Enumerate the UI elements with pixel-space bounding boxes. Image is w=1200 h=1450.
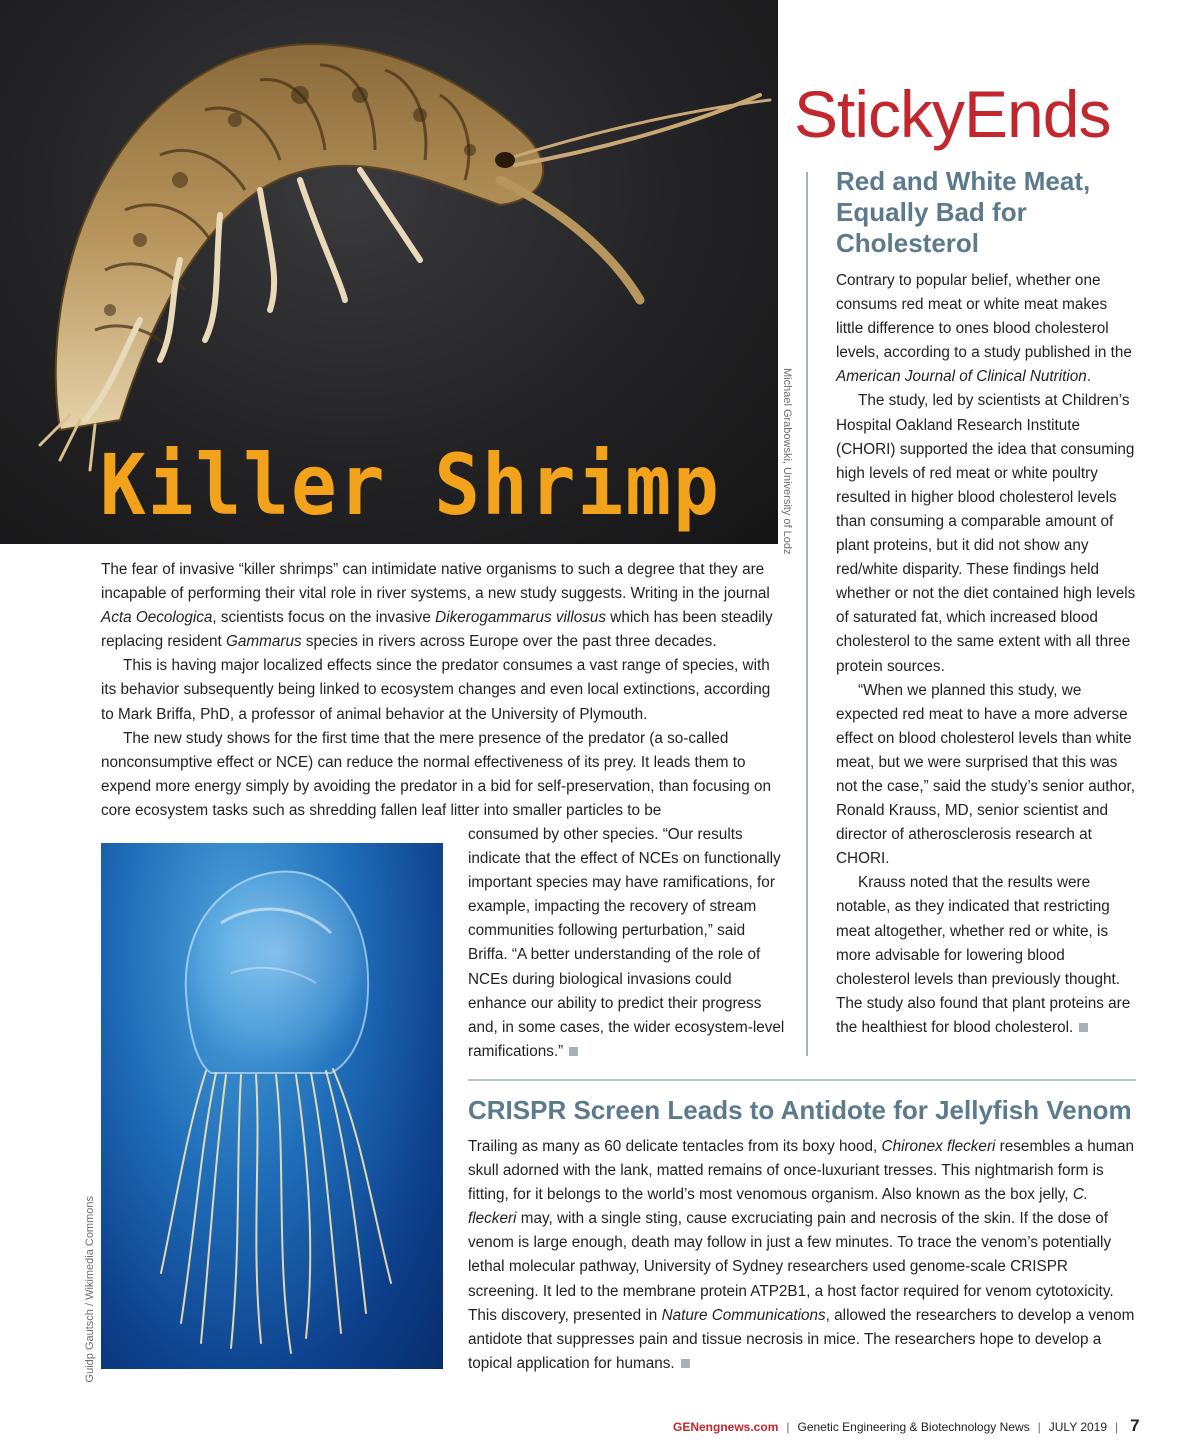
crispr-article-body (468, 1135, 1136, 1376)
end-mark-icon (1079, 1023, 1088, 1032)
meat-paragraph-4 (836, 871, 1136, 1040)
page-footer (673, 1416, 1140, 1434)
text-run: may, with a single sting, cause excruciating pain and necrosis of the skin. If the dose of venom is large enough, death may follow in just a few minutes. To trace the venom’s potentially lethal molecular pathway, University of Sydney researchers used genome-scale CRISPR screening. It led to the membrane protein ATP2B1, a host factor required for venom cytotoxicity. This discovery, presented in (468, 1210, 1114, 1324)
text-run: consumed by other species. “Our results indicate that the effect of NCEs on functionally important species may have ramifications, for example, impacting the recovery of stream communities following perturbation,” said Briffa. “A better understanding of the role of NCEs during biological invasions could enhance our ability to predict their progress and, in some cases, the wider ecosystem-level ramifications.” (468, 826, 785, 1060)
species-name: Dikerogammarus villosus (435, 609, 607, 627)
crispr-headline: CRISPR Screen Leads to Antidote for Jellyfish Venom (468, 1095, 1132, 1125)
footer-site-link[interactable]: GENengnews.com (673, 1420, 779, 1434)
journal-name: Acta Oecologica (101, 609, 213, 627)
species-name: Chironex fleckeri (881, 1138, 996, 1155)
footer-separator: | (786, 1420, 790, 1434)
meat-article-body (836, 269, 1136, 1040)
jellyfish-photo-credit: Guidp Gautsch / Wikimedia Commons (84, 1196, 96, 1383)
journal-name: American Journal of Clinical Nutrition (836, 368, 1087, 386)
meat-paragraph-1 (836, 269, 1136, 389)
text-run: Trailing as many as 60 delicate tentacles from its boxy hood, (468, 1138, 882, 1155)
killer-shrimp-title: Killer Shrimp (100, 436, 721, 534)
text-run: species in rivers across Europe over the past three decades. (301, 633, 717, 651)
shrimp-paragraph-3: The new study shows for the first time that the mere presence of the predator (a so-called nonconsumptive effect or NCE) can reduce the normal effectiveness of its prey. It leads them to expend more energy simply by avoiding the predator in a bid for self-preservation, than focusing on core ecosystem tasks such as shredding fallen leaf litter into smaller particles to be (101, 729, 772, 819)
shrimp-paragraph-3-continued (468, 823, 788, 1064)
section-title: StickyEnds (794, 77, 1111, 151)
footer-separator: | (1115, 1420, 1119, 1434)
column-divider (806, 172, 808, 1056)
meat-paragraph-2: The study, led by scientists at Children’s Hospital Oakland Research Institute (CHORI) supported the idea that consuming high levels of red meat or white poultry resulted in higher blood cholesterol levels than consuming a comparable amount of plant proteins, but it did not show any red/white disparity. These findings held whether or not the diet contained high levels of saturated fat, which increased blood cholesterol to the same extent with all three protein sources. (836, 392, 1136, 675)
shrimp-paragraph-1 (101, 558, 777, 654)
end-mark-icon (569, 1047, 578, 1056)
text-run: which has been steadily replacing resident (101, 609, 773, 651)
text-run: The fear of invasive “killer shrimps” can intimidate native organisms to such a degree that they are incapable of performing their vital role in river systems, a new study suggests. Writing in the journal (101, 561, 770, 603)
meat-paragraph-3: “When we planned this study, we expected red meat to have a more adverse effect on blood cholesterol levels than white meat, but we were surprised that this was not the case,” said the study’s senior author, Ronald Krauss, MD, senior scientist and director of atherosclerosis research at CHORI. (836, 681, 1136, 868)
shrimp-photo-credit: Michael Grabowski, University of Lodz (781, 368, 793, 555)
shrimp-article-body (101, 558, 777, 823)
text-run: , allowed the researchers to develop a venom antidote that suppresses pain and tissue necrosis in mice. The researchers hope to develop a topical application for humans. (468, 1306, 1135, 1372)
genus-name: Gammarus (226, 633, 302, 651)
text-run: . (1086, 368, 1092, 386)
text-run: resembles a human skull adorned with the lank, matted remains of once-luxuriant tresses. This nightmarish form is fitting, for it belongs to the world’s most venomous organism. Also known as the box jelly, (468, 1138, 1135, 1204)
section-divider (468, 1079, 1136, 1081)
footer-issue: JULY 2019 (1048, 1420, 1108, 1434)
footer-separator: | (1037, 1420, 1041, 1434)
meat-headline: Red and White Meat, Equally Bad for Cholesterol (836, 166, 1091, 258)
text-run: Contrary to popular belief, whether one consums red meat or white meat makes little difference to ones blood cholesterol levels, according to a study published in the (836, 272, 1132, 362)
text-run: , scientists focus on the invasive (212, 609, 436, 627)
footer-publication: Genetic Engineering & Biotechnology News (797, 1420, 1030, 1434)
species-name: C. fleckeri (468, 1186, 1089, 1228)
journal-name: Nature Communications (661, 1306, 826, 1324)
crispr-paragraph (468, 1135, 1136, 1376)
text-run: Krauss noted that the results were notable, as they indicated that restricting meat altogether, whether red or white, is more advisable for lowering blood cholesterol levels than previously thought. The study also found that plant proteins are the healthiest for blood cholesterol. (836, 874, 1131, 1036)
page-number: 7 (1130, 1416, 1140, 1435)
shrimp-article-continued (468, 823, 788, 1064)
jellyfish-photo (101, 843, 443, 1369)
end-mark-icon (681, 1359, 690, 1368)
shrimp-paragraph-2: This is having major localized effects since the predator consumes a vast range of species, with its behavior subsequently being linked to ecosystem changes and even local extinctions, according to Mark Briffa, PhD, a professor of animal behavior at the University of Plymouth. (101, 657, 771, 723)
